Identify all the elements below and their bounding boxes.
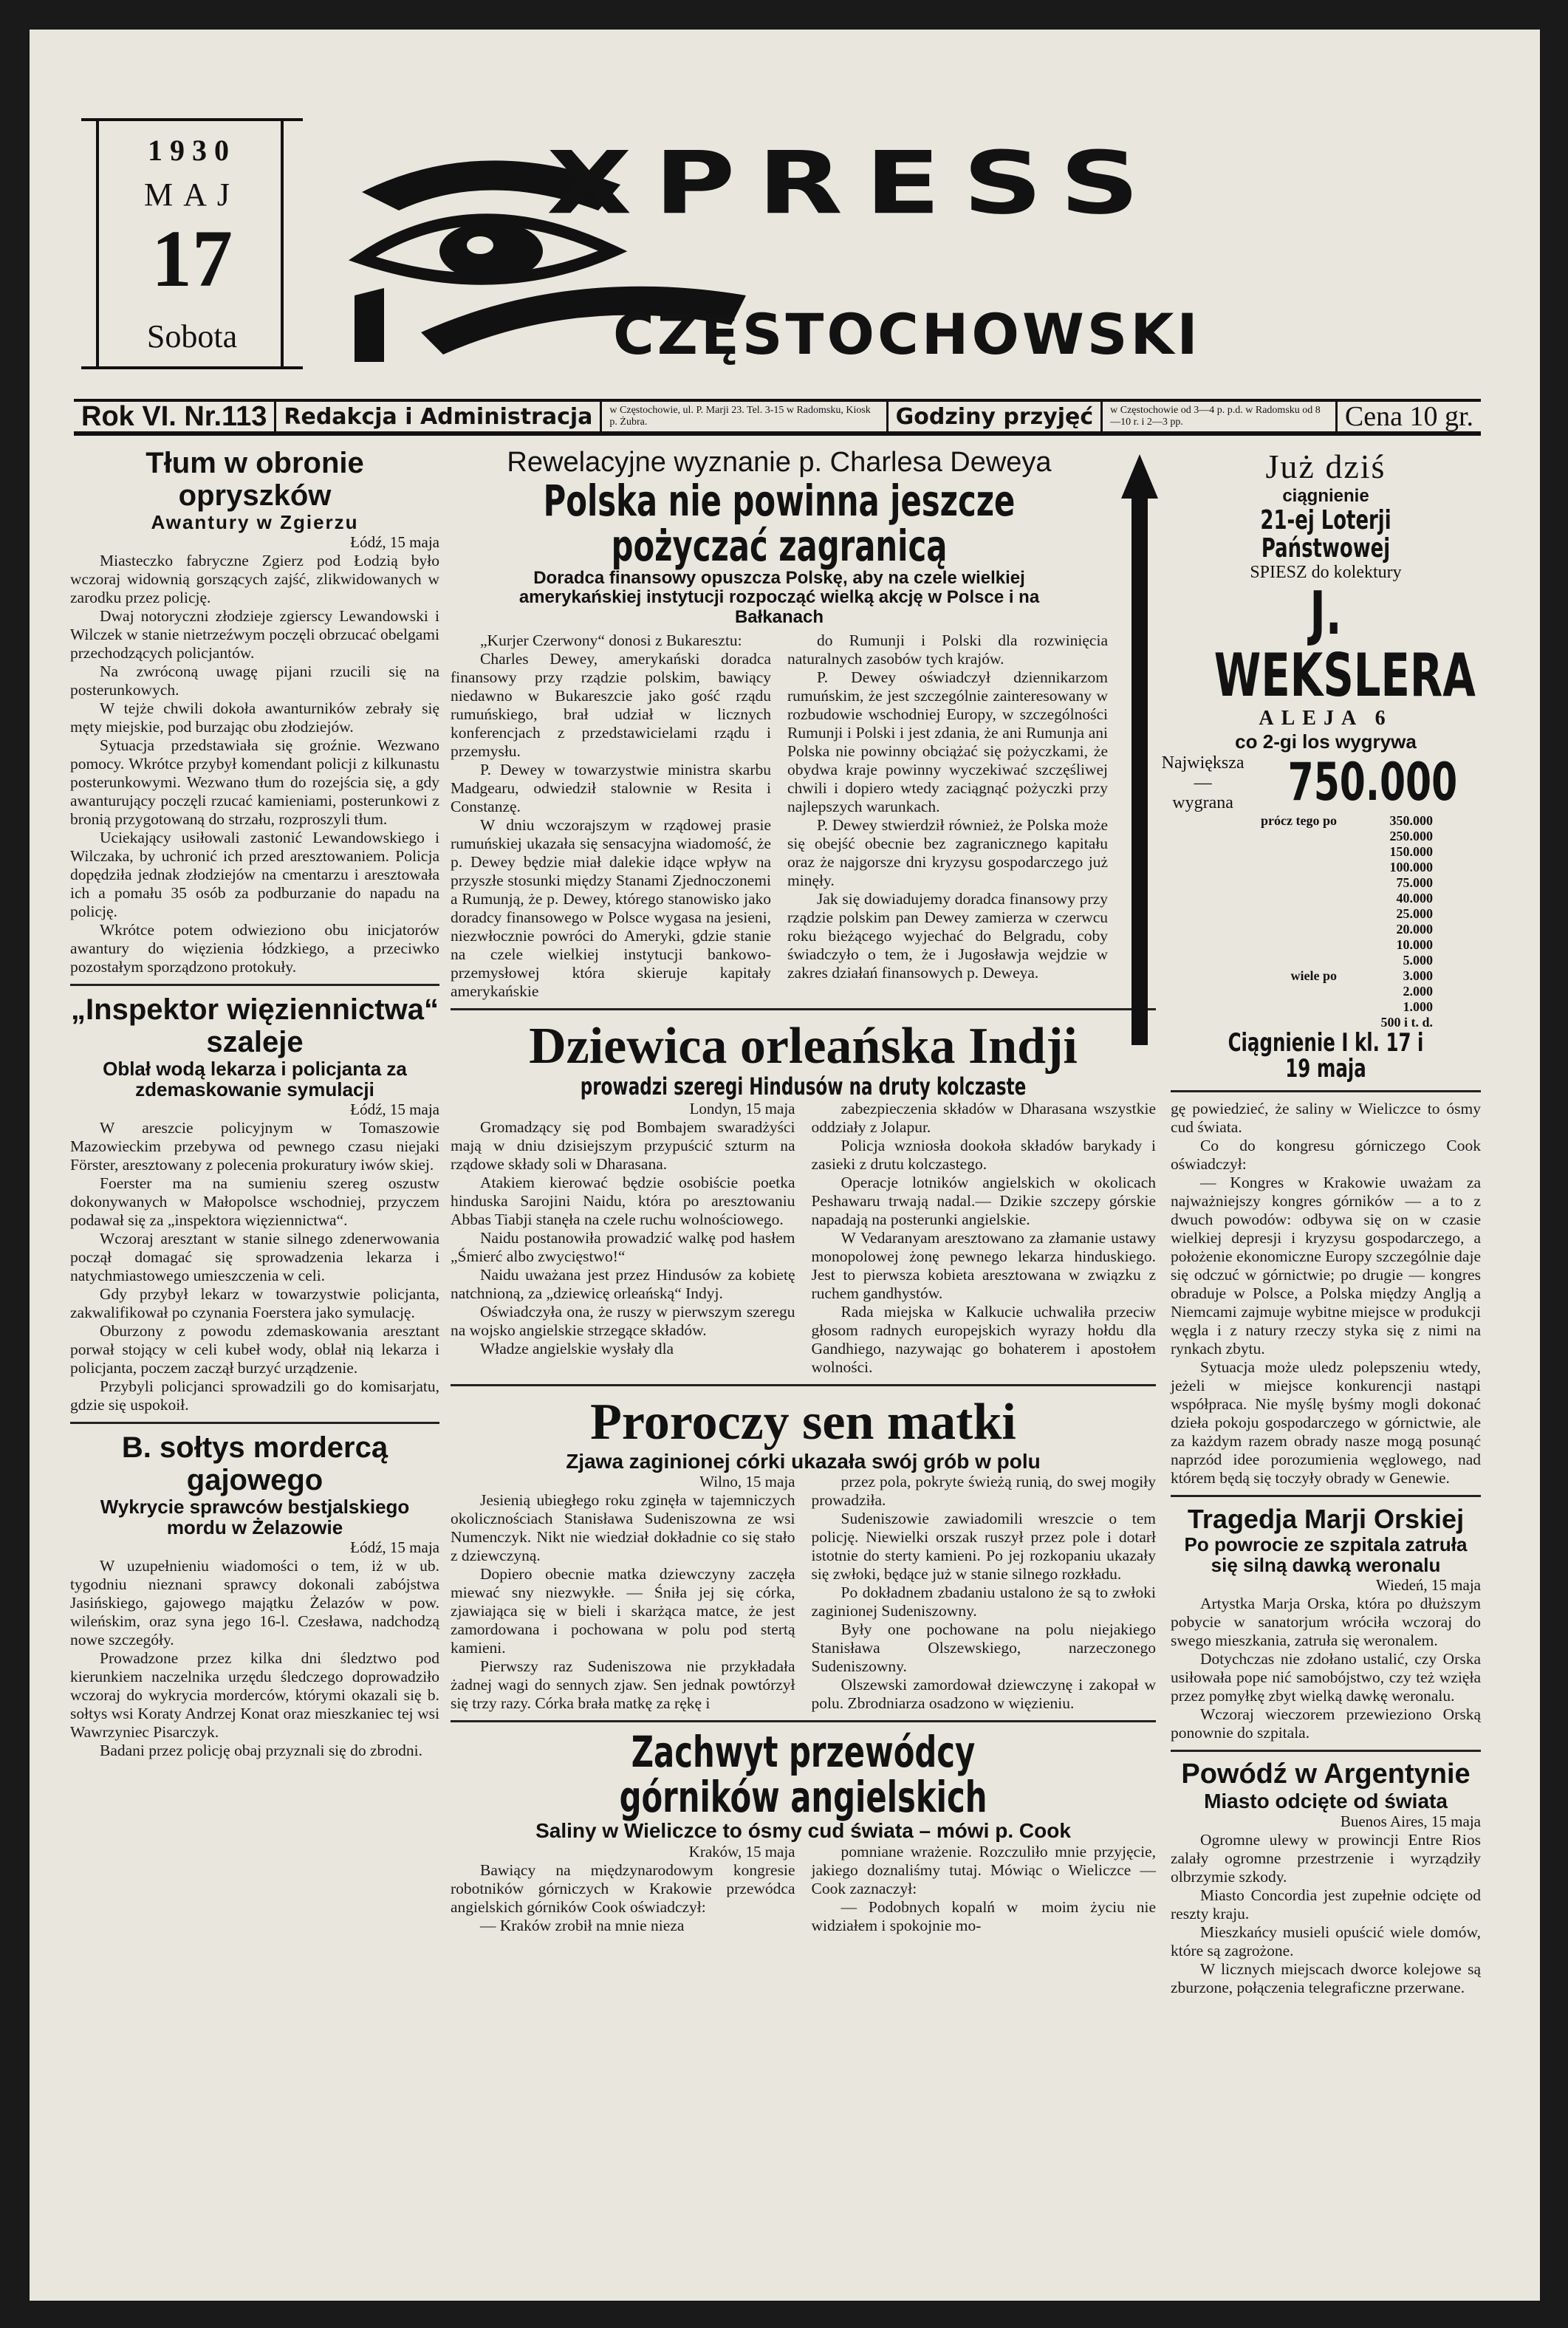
office-address: w Częstochowie, ul. P. Marji 23. Tel. 3-15 w Radomsku, Kiosk p. Żubra. [602, 402, 888, 431]
paragraph: Na zwróconą uwagę pijani rzucili się na posterunkowych. [70, 662, 439, 699]
paragraph: W tejże chwili dokoła awanturników zebrały się męty miejskie, pod burzając obu złodziejów. [70, 699, 439, 736]
article-argentyna-body [1171, 1831, 1481, 1997]
paragraph: Władze angielskie wysłały dla [480, 1339, 674, 1358]
paragraph: — Kraków zrobił na mnie niezа [480, 1916, 685, 1934]
ad-street: ALEJA 6 [1259, 706, 1393, 730]
headline-inspektor: „Inspektor więziennictwa“ szaleje [71, 993, 439, 1058]
divider [70, 984, 439, 986]
issue-month: MAJ [143, 177, 241, 213]
paragraph: Artystka Marja Orska, która po dłuższym pobycie w sanatorjum wróciła wczoraj do swego mieszkania, zatruła się weronalem. [1171, 1594, 1481, 1649]
ad-prizes-label: prócz tego po [1261, 812, 1337, 828]
paragraph: „Kurjer Czerwony“ donosi z Bukaresztu: [480, 631, 742, 649]
paragraph: Policja wzniosła dookoła składów barykady i zasieki z drutu kolczastego. [811, 1136, 1156, 1173]
masthead-info-bar [74, 399, 1481, 436]
divider [1171, 1090, 1481, 1092]
subhead-cook: Saliny w Wieliczce to ósmy cud świata – mówi p. Cook [535, 1819, 1071, 1843]
paragraph: P. Dewey oświadczył dziennikarzom rumuńskim, że jest szczególnie zainteresowany w rozbudowie wschodniej Europy, w szczególności Rumunji i Polski i jest zdania, że ani Rumunja ani Polska nie powinny obciążać się pożyczkami, że obydwa kraje powinny wyczekiwać szczęśliwej chwili i dopiero wtedy zaciągnąć pożyczki przy najlepszych warunkach. [787, 668, 1108, 815]
subhead-sen: Zjawa zaginionej córki ukazała swój grób w polu [566, 1449, 1041, 1473]
lottery-advertisement [1161, 447, 1481, 1084]
paragraph: Ogromne ulewy w prowincji Entre Rios zalały ogromne przestrzenie i wyrządziły olbrzymie szkody. [1171, 1831, 1481, 1886]
paragraph: do Rumunji i Polski dla rozwinięcia naturalnych zasobów tych krajów. [787, 631, 1108, 668]
paragraph: Miasteczko fabryczne Zgierz pod Łodzią było wczoraj widownią gorszących zajść, zlikwidowanych w zarodku przez policję. [70, 551, 439, 606]
paragraph: pomniane wrażenie. Rozczuliło mnie przyjęcie, jakiego doznaliśmy tutaj. Mówiąc o Wieliczce — Cook zaznaczył: [811, 1842, 1156, 1897]
paragraph: Pierwszy raz Sudeniszowa nie przykładała żadnej wagi do sennych zjaw. Sen jednak powtórzył się trzy razy. Córka brała matkę za rękę i [451, 1657, 795, 1713]
divider [451, 1384, 1156, 1386]
paragraph: Dopiero obecnie matka dziewczyny zaczęła miewać sny niezwykłe. — Śniła jej się córka, zjawiająca się w bieli i skarżąca matce, że jest zamordowana i pochowana w polu pod stertą kamieni. [451, 1565, 795, 1657]
headline-dewey: Polska nie powinna jeszcze pożyczać zagranicą [543, 476, 1016, 571]
paragraph: Naidu postanowiła prowadzić walkę pod hasłem „Śmierć albo zwycięstwo!“ [451, 1228, 795, 1265]
article-cook-body [451, 1843, 1156, 1935]
paragraph: Sytuacja przedstawiała się groźnie. Wezwano pomocy. Wkrótce przybył komendant policji z kilkunastu posterunkowymi. Wezwano tłum do rozejścia się, a gdy awanturujący poczęli rzucać kamieniami, posterunkowi z bronią przygotowaną do strzału, rozproszyli tłum. [70, 736, 439, 828]
divider [1171, 1750, 1481, 1752]
paragraph: Wkrótce potem odwieziono obu inicjatorów awantury do więzienia łódzkiego, a przeciwko pozostałym sporządzono protokuły. [70, 920, 439, 976]
paragraph: Co do kongresu górniczego Cook oświadczył: [1171, 1136, 1481, 1173]
article-sen-body [451, 1473, 1156, 1713]
article-dziewica-body [451, 1100, 1156, 1377]
headline-orska: Tragedja Marji Orskiej [1187, 1503, 1465, 1534]
paragraph: W Vedaranyam aresztowano za złamanie ustawy monopolowej żonę pewnego lekarza hinduskiego. Jest to pierwsza kobieta aresztowana w związku z ruchem gandhystów. [811, 1228, 1156, 1302]
headline-soltys: B. sołtys mordercą gajowego [121, 1431, 388, 1496]
paragraph: W areszcie policyjnym w Tomaszowie Mazowieckim przebywa od pewnego czasu niejaki Förster, aresztowany z polecenia prokuratury iwów skiej. [70, 1118, 439, 1174]
dateline-dziewica: Londyn, 15 maja [689, 1099, 795, 1117]
paragraph: Gromadzący się pod Bombajem swaradżyści mają w dniu dzisiejszym przypuścić szturm na rządowe składy soli w Dharasana. [451, 1117, 795, 1173]
prize-value: 2.000 [1403, 983, 1433, 999]
paragraph: Gdy przybył lekarz w towarzystwie policjanta, zakwalifikował po czynania Foerstera jako symulację. [70, 1284, 439, 1321]
paragraph: Olszewski zamordował dziewczynę i zakopał w polu. Zbrodniarza osadzono w więzieniu. [811, 1676, 1156, 1713]
paragraph: Badani przez policję obaj przyznali się do zbrodni. [100, 1741, 423, 1759]
paragraph: Wczoraj wieczorem przewieziono Orską ponownie do szpitala. [1171, 1705, 1481, 1742]
dateline-tlum: Łódź, 15 maja [350, 533, 439, 551]
paragraph: Sudeniszowie zawiadomili wreszcie o tem policję. Niewielki orszak ruszył przez pole i dotarł istotnie do sterty kamieni. Po jej rozkopaniu ukazały się zwłoki, będące już w stanie silnego rozkładu. [811, 1510, 1156, 1584]
prize-value: 10.000 [1396, 937, 1433, 952]
paragraph: Jak się dowiadujemy doradca finansowy przy rządzie polskim pan Dewey zamierza w czerwcu roku bieżącego wyjechać do Belgradu, coby świadczyło o tem, że i Jugosławja wejdzie w zakres działań finansowych p. Deweya. [787, 889, 1108, 982]
prize-value: 350.000 [1389, 812, 1433, 828]
ad-lottery: 21-ej Loterji Państwowej [1260, 505, 1391, 564]
paragraph: gę powiedzieć, że saliny w Wieliczce to ósmy cud świata. [1171, 1099, 1481, 1136]
subhead-tlum: Awantury w Zgierzu [151, 511, 359, 533]
prize-value: 25.000 [1396, 905, 1433, 921]
paragraph: Dwaj notoryczni złodzieje zgierscy Lewandowski i Wilczek w stanie nietrzeźwym poczęli obrzucać obelgami przechodzących policjantów. [70, 606, 439, 662]
article-cook-continued [1171, 1100, 1481, 1487]
ad-line-1: ciągnienie [1282, 486, 1369, 506]
newspaper-page [30, 30, 1540, 2301]
subhead-orska: Po powrocie ze szpitala zatruła się silną dawką weronalu [1184, 1533, 1468, 1577]
article-tlum-body [70, 552, 439, 976]
masthead-subtitle: CZĘSTOCHOWSKI [613, 301, 1201, 367]
paragraph: Oburzony z powodu zdemaskowania aresztant porwał stojący w celi kubeł wody, oblał nią lekarza i policjanta, poczem zaczął burzyć urządzenie. [70, 1321, 439, 1377]
kicker-dewey: Rewelacyjne wyznanie p. Charlesa Deweya [507, 447, 1052, 478]
paragraph: Prowadzone przez kilka dni śledztwo pod kierunkiem naczelnika urzędu śledczego doprowadziło wczoraj do wykrycia morderców, którymi okazali się b. sołtys wsi Koraty Andrzej Konat oraz mieszkaniec tej wsi Wawrzyniec Pisarczyk. [70, 1649, 439, 1741]
prize-value: 5.000 [1403, 952, 1433, 968]
paragraph: — Podobnych kopalń w moim życiu nie widziałem i spokojnie mo- [811, 1897, 1156, 1934]
headline-dziewica: Dziewica orleańska Indji [529, 1017, 1078, 1075]
dateline-inspektor: Łódź, 15 maja [350, 1100, 439, 1118]
paragraph: Były one pochowane na polu niejakiego Stanisława Olszewskiego, narzeczonego Sudeniszowny. [811, 1620, 1156, 1676]
hours-label: Godziny przyjęć [889, 402, 1103, 431]
divider [1171, 1495, 1481, 1497]
paragraph: Jesienią ubiegłego roku zginęła w tajemniczych okolicznościach Stanisława Sudeniszowna ze wsi Numenczyk. Nikt nie wiedział dokładnie co się stało z dziewczyną. [451, 1491, 795, 1565]
prize-value: 100.000 [1389, 859, 1433, 874]
subhead-inspektor: Oblał wodą lekarza i policjanta za zdemaskowanie symulacji [103, 1057, 407, 1101]
ad-many-label: wiele po [1290, 968, 1337, 983]
office-label: Redakcja i Administracja [276, 402, 602, 431]
article-orska-body [1171, 1595, 1481, 1742]
dateline-orska: Wiedeń, 15 maja [1375, 1575, 1481, 1594]
prize-value: 150.000 [1389, 843, 1433, 859]
prize-value: 20.000 [1396, 921, 1433, 937]
headline-tlum: Tłum w obronie opryszków [145, 447, 364, 512]
paragraph: P. Dewey stwierdził również, że Polska może się obejść obecnie bez zagranicznego kapitału oraz że najgorsze dni kryzysu gospodarczego już minęły. [787, 815, 1108, 889]
divider [70, 1422, 439, 1424]
paragraph: W dniu wczorajszym w rządowej prasie rumuńskiej ukazała się sensacyjna wiadomość, że p. Dewey będzie miał dalekie idące wpływ na przyszłe stosunki między Stanami Zjednoczonemi a Rumunją, że p. Dewey, którego stanowisko jako doradcy finansowego w Polsce wygasa na jesieni, niezwłocznie powróci do Ameryki, gdzie stanie na czele wielkiej instytucji bankowo-przemysłowej która skieruje kapitały amerykańskie [451, 815, 771, 1000]
issue-weekday: Sobota [146, 318, 238, 355]
paragraph: Foerster ma na sumieniu szereg oszustw dokonywanych w Małopolsce wschodniej, przyczem podawał się za „inspektora więziennictwa“. [70, 1174, 439, 1229]
headline-argentyna: Powódź w Argentynie [1181, 1758, 1471, 1790]
ad-collector-name: J. WEKSLERA [1213, 578, 1476, 710]
paragraph: Charles Dewey, amerykański doradca finansowy przy rządzie polskim, bawiący niedawno w Bukareszcie jako gość rządu rumuńskiego, brał udział w licznych konferencjach z przedstawicielami rządu i przemysłu. [451, 649, 771, 760]
paragraph: przez pola, pokryte świeżą runią, do swej mogiły prowadziła. [811, 1473, 1156, 1510]
issue-date-box [81, 118, 303, 369]
office-hours: w Częstochowie od 3—4 p. p.d. w Radomsku od 8—10 r. i 2—3 pp. [1103, 402, 1338, 431]
paragraph: Bawiący na międzynarodowym kongresie robotników górniczych w Krakowie przewódca angielskich górników Cook oświadczył: [451, 1860, 795, 1916]
prize-value: 250.000 [1389, 828, 1433, 843]
paragraph: W uzupełnieniu wiadomości o tem, iż w ub. tygodniu nieznani sprawcy dokonali zabójstwa Jasińskiego, gajowego majątku Żelazów w pow. wileńskim, oraz syna jego 16-l. Czesława, nadchodzą nowe szczegóły. [70, 1556, 439, 1649]
paragraph: Uciekający usiłowali zastonić Lewandowskiego i Wilczaka, by uchronić ich przed aresztowaniem. Policja dopędziła jednak złodziejów na cmentarzu i aresztowała ich a pomału 35 osób za podburzanie do napadu na policję. [70, 828, 439, 920]
issue-day: 17 [151, 213, 233, 304]
paragraph: W licznych miejscach dworce kolejowe są zburzone, połączenia telegraficzne przerwane. [1171, 1960, 1481, 1997]
ad-jackpot: 750.000 [1287, 752, 1457, 813]
price: Cena 10 gr. [1344, 401, 1473, 432]
paragraph: Sytuacja może uledz polepszeniu wtedy, jeżeli w miejsce konkurencji nastąpi współpraca. Nie myślę byśmy mogli dokonać dzieła pokoju gospodarczego w górnictwie, ale za każdym razem obrady nasze mogą posunąć naprzód idee porozumienia węglowego, nad którem będą się toczyły obrady w Genewie. [1171, 1358, 1481, 1487]
ad-largest-label: Największa — wygrana [1161, 753, 1245, 812]
subhead-dziewica: prowadzi szeregi Hindusów na druty kolczaste [580, 1072, 1027, 1100]
paragraph: Atakiem kierować będzie osobiście poetka hinduska Sarojini Naidu, która po aresztowaniu Abbas Tiabji stanęła na czele ruchu wolnościowego. [451, 1173, 795, 1228]
article-dewey-body [451, 631, 1108, 1001]
paragraph: — Kongres w Krakowie uważam za najważniejszy kongres górników — a to z dwuch powodów: odbywa się on w czasie wielkiej depresji i kryzysu gospodarczego, a położenie ekonomiczne Europy szczególnie daje się odczuć w górnictwie; po drugie — kongres obraduje w Polsce, a Polska między Anglją a Niemcami zajmuje wybitne miejsce w produkcji węgla i z natury rzeczy styka się z nimi na rynkach zbytu. [1171, 1173, 1481, 1358]
dateline-soltys: Łódź, 15 maja [350, 1538, 439, 1556]
dateline-argentyna: Buenos Aires, 15 maja [1340, 1812, 1481, 1831]
ad-headline: Już dziś [1265, 448, 1386, 485]
article-soltys-body [70, 1557, 439, 1760]
paragraph: Operacje lotników angielskich w okolicach Peshawaru trwają nadal.— Dzikie szczepy górskie napadają na posterunki angielskie. [811, 1173, 1156, 1228]
divider [451, 1008, 1156, 1010]
paragraph: zabezpieczenia składów w Dharasana wszystkie oddziały z Jolapur. [811, 1099, 1156, 1136]
volume-number: Rok VI. Nr.113 [74, 402, 276, 431]
headline-sen: Proroczy sen matki [590, 1393, 1016, 1451]
paragraph: P. Dewey w towarzystwie ministra skarbu Madgearu, odwiedził stalownie w Resita i Constanzę. [451, 760, 771, 815]
prize-value: 500 i t. d. [1380, 1014, 1433, 1030]
arrow-up-icon [1121, 454, 1158, 1045]
ad-prizes-list [1344, 813, 1433, 968]
paragraph: Mieszkańcy musieli opuścić wiele domów, które są zagrożone. [1171, 1923, 1481, 1960]
column-left [70, 447, 439, 1760]
paragraph: Miasto Concordia jest zupełnie odcięte od reszty kraju. [1171, 1886, 1481, 1923]
dateline-cook: Kraków, 15 maja [688, 1842, 795, 1860]
ad-many-list [1344, 968, 1433, 1030]
ad-line-3: SPIESZ do kolektury [1250, 562, 1402, 582]
paragraph: Przybyli policjanci sprowadzili go do komisarjatu, gdzie się uspokoił. [70, 1377, 439, 1414]
ad-every-second: co 2-gi los wygrywa [1235, 730, 1417, 753]
prize-value: 1.000 [1403, 999, 1433, 1014]
paragraph: Naidu uważana jest przez Hindusów za kobietę natchnioną, za „dziewicę orleańską“ Indyj. [451, 1265, 795, 1302]
dateline-sen: Wilno, 15 maja [699, 1473, 795, 1491]
column-right [1161, 447, 1481, 1997]
paragraph: Po dokładnem zbadaniu ustalono że są to zwłoki zaginionej Sudeniszowny. [811, 1584, 1156, 1620]
subhead-argentyna: Miasto odcięte od świata [1204, 1789, 1448, 1812]
masthead-title: XPRESS [547, 133, 1162, 234]
paragraph: Oświadczyła ona, że ruszy w pierwszym szeregu na wojsko angielskie strzegące składów. [451, 1302, 795, 1339]
prize-value: 40.000 [1396, 890, 1433, 905]
subhead-dewey: Doradca finansowy opuszcza Polskę, aby na czele wielkiej amerykańskiej instytucji rozpocząć wielką akcję w Polsce i na Bałkanach [518, 567, 1040, 627]
headline-cook: Zachwyt przewódcy górników angielskich [619, 1727, 987, 1823]
article-inspektor-body [70, 1119, 439, 1414]
paragraph: Rada miejska w Kalkucie uchwaliła przeciw głosom radnych europejskich wyrazy hołdu dla Gandhiego, nazywając go bohaterem i apostołem wolności. [811, 1302, 1156, 1376]
prize-value: 75.000 [1396, 874, 1433, 890]
paragraph: Dotychczas nie zdołano ustalić, czy Orska usiłowała pope nić samobójstwo, czy też wzięła przez pomyłkę zbyt wielką dawkę weronalu. [1171, 1649, 1481, 1705]
column-center [451, 447, 1156, 1935]
subhead-soltys: Wykrycie sprawców bestjalskiego mordu w Żelazowie [100, 1495, 410, 1539]
divider [451, 1720, 1156, 1722]
ad-draw-dates: Ciągnienie I kl. 17 i 19 maja [1228, 1027, 1424, 1084]
prize-value: 3.000 [1403, 968, 1433, 983]
paragraph: Wczoraj aresztant w stanie silnego zdenerwowania począł domagać się sprowadzenia lekarza i natychmiastowego umieszczenia w celi. [70, 1229, 439, 1284]
issue-year: 1930 [148, 134, 236, 167]
